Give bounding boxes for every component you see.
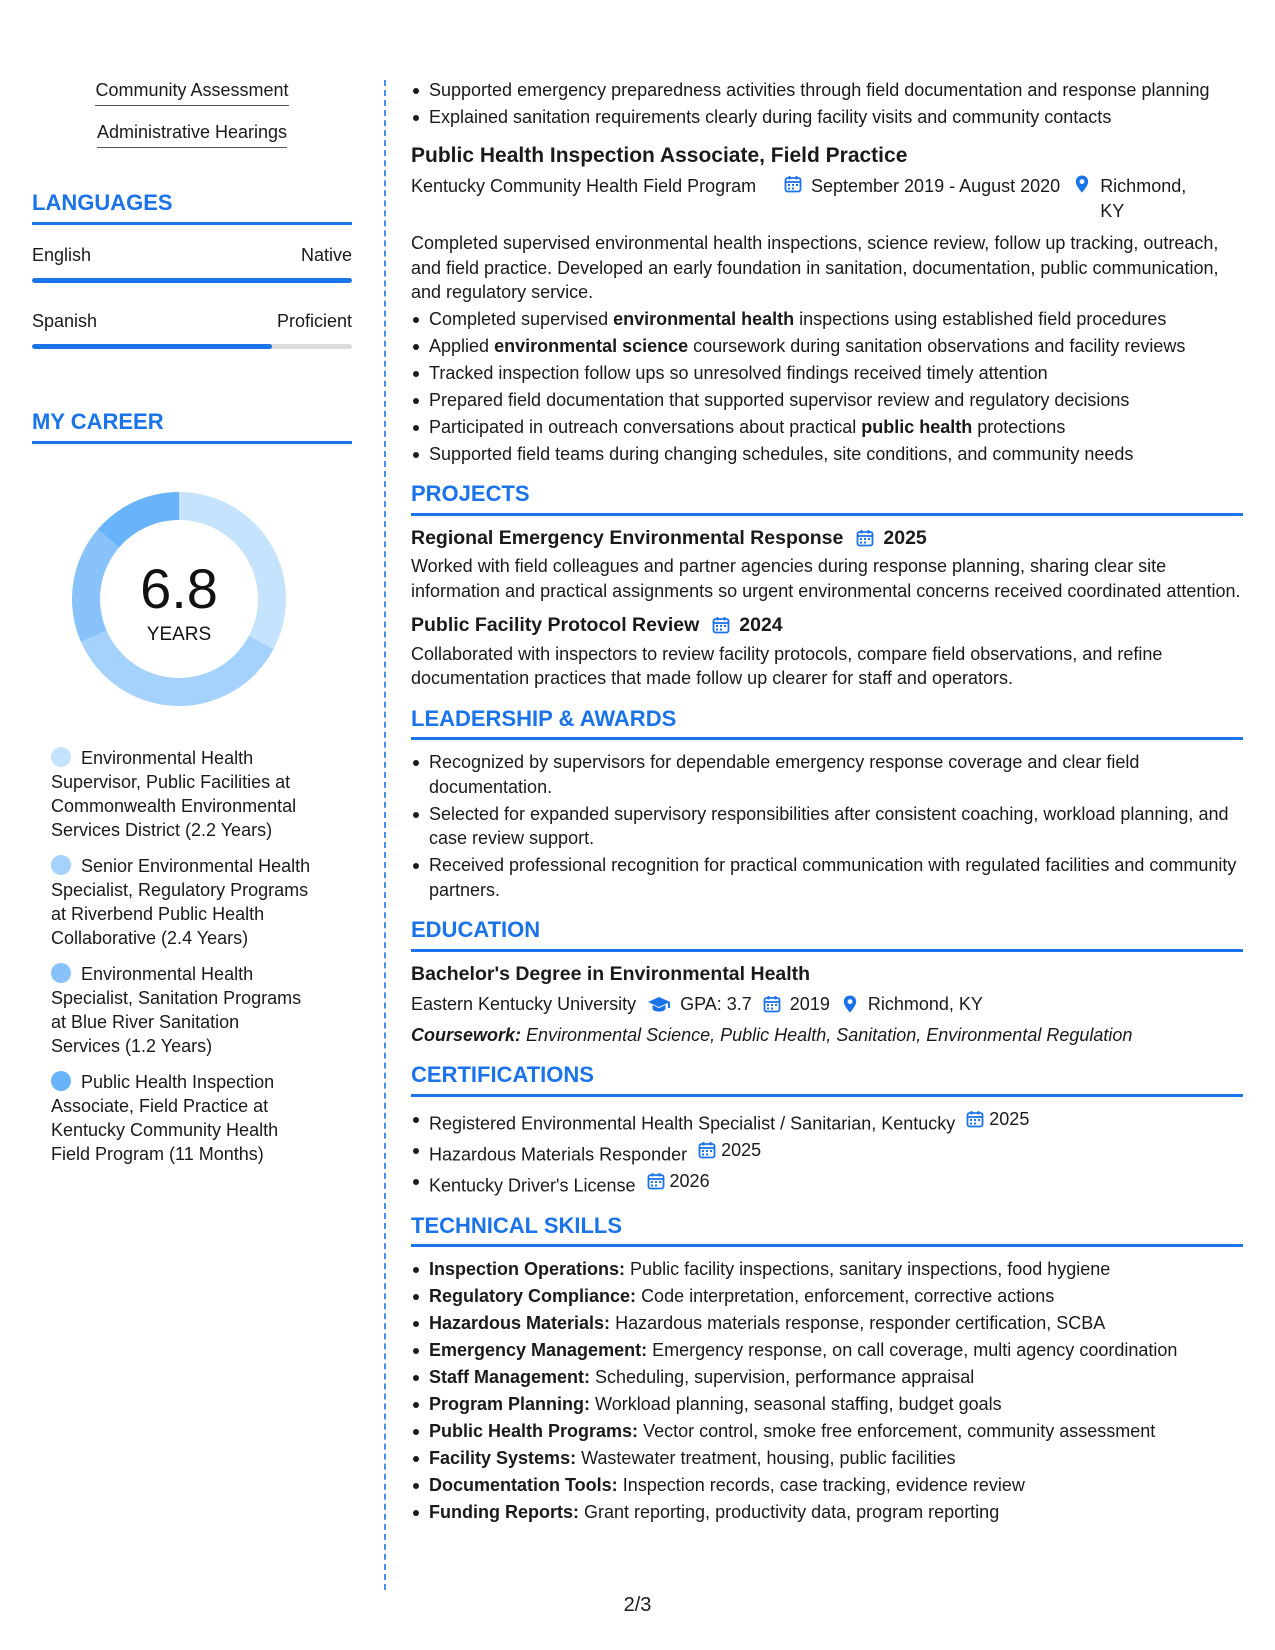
- list-item: Regulatory Compliance: Code interpretation, enforcement, corrective actions: [411, 1284, 1243, 1309]
- list-item: Facility Systems: Wastewater treatment, housing, public facilities: [411, 1446, 1243, 1471]
- calendar-icon: [646, 1171, 666, 1191]
- list-item: Program Planning: Workload planning, seasonal staffing, budget goals: [411, 1392, 1243, 1417]
- language-bar: [32, 344, 352, 349]
- list-item: Documentation Tools: Inspection records, case tracking, evidence review: [411, 1473, 1243, 1498]
- list-item: Recognized by supervisors for dependable emergency response coverage and clear field documentation.: [411, 750, 1243, 799]
- career-legend: [32, 746, 312, 1166]
- previous-job-bullets: [411, 78, 1243, 130]
- legend-dot: [51, 747, 71, 767]
- leadership-list: [411, 750, 1243, 902]
- career-heading: MY CAREER: [32, 409, 352, 444]
- list-item: [411, 1138, 1243, 1167]
- language-level: Native: [300, 245, 352, 265]
- career-legend-label: Public Health Inspection Associate, Field Practice at Kentucky Community Health Field Program (11 Months): [51, 1072, 279, 1164]
- graduation-year: 2019: [789, 994, 830, 1014]
- education-location: Richmond, KY: [867, 994, 983, 1014]
- skill-tag: Community Assessment: [95, 80, 288, 106]
- list-item: Inspection Operations: Public facility inspections, sanitary inspections, food hygiene: [411, 1257, 1243, 1282]
- right-column: [411, 78, 1243, 1527]
- legend-dot: [51, 963, 71, 983]
- certifications-list: [411, 1107, 1243, 1198]
- list-item: Participated in outreach conversations about practical public health protections: [411, 415, 1243, 440]
- list-item: Tracked inspection follow ups so unresolved findings received timely attention: [411, 361, 1243, 386]
- project-year: 2025: [883, 526, 927, 549]
- language-level: Proficient: [276, 311, 352, 331]
- list-item: Received professional recognition for practical communication with regulated facilities and community partners.: [411, 853, 1243, 902]
- languages-list: [32, 245, 352, 349]
- gpa: GPA: 3.7: [680, 994, 752, 1014]
- column-divider: [384, 80, 386, 1590]
- career-legend-label: Senior Environmental Health Specialist, Regulatory Programs at Riverbend Public Health Collaborative (2.4 Years): [51, 856, 311, 948]
- job-location: [1072, 174, 1210, 223]
- project-title: Public Facility Protocol Review: [411, 614, 700, 636]
- career-legend-item: [51, 854, 312, 950]
- coursework: [411, 1023, 1243, 1048]
- project-description: Collaborated with inspectors to review facility protocols, compare field observations, and refine documentation practices that made follow up clearer for staff and operators.: [411, 643, 1163, 688]
- technical-skills-heading: TECHNICAL SKILLS: [411, 1214, 1243, 1248]
- career-legend-item: [51, 1070, 312, 1166]
- calendar-icon: [762, 994, 782, 1014]
- legend-dot: [51, 855, 71, 875]
- list-item: Funding Reports: Grant reporting, productivity data, program reporting: [411, 1500, 1243, 1525]
- cert-name: Kentucky Driver's License: [429, 1175, 636, 1196]
- cert-name: Registered Environmental Health Specialist / Sanitarian, Kentucky: [429, 1112, 956, 1133]
- project-item: [411, 526, 1243, 604]
- location-pin-icon: [840, 994, 860, 1014]
- projects-heading: PROJECTS: [411, 482, 1243, 516]
- language-bar: [32, 278, 352, 283]
- language-name: Spanish: [32, 311, 98, 331]
- coursework-label: Coursework:: [411, 1024, 522, 1045]
- list-item: Public Health Programs: Vector control, smoke free enforcement, community assessment: [411, 1419, 1243, 1444]
- language-name: English: [32, 245, 92, 265]
- project-year: 2024: [739, 614, 783, 636]
- calendar-icon: [711, 615, 731, 635]
- job-company: Kentucky Community Health Field Program: [411, 176, 757, 196]
- list-item: Completed supervised environmental health inspections using established field procedures: [411, 307, 1243, 332]
- job-location-text: Richmond, KY: [1100, 176, 1187, 221]
- list-item: Staff Management: Scheduling, supervision, performance appraisal: [411, 1365, 1243, 1390]
- career-total: 6.8: [140, 557, 218, 620]
- cert-year: 2025: [721, 1139, 762, 1160]
- cert-year: 2025: [989, 1108, 1030, 1129]
- certifications-heading: CERTIFICATIONS: [411, 1063, 1243, 1097]
- degree-title: Bachelor's Degree in Environmental Health: [411, 962, 811, 985]
- career-legend-label: Environmental Health Specialist, Sanitation Programs at Blue River Sanitation Services (1.2 Years): [51, 964, 302, 1056]
- language-bar-fill: [32, 278, 352, 283]
- list-item: Explained sanitation requirements clearly during facility visits and community contacts: [411, 105, 1243, 130]
- career-unit: YEARS: [146, 624, 212, 645]
- language-item: [32, 311, 352, 349]
- list-item: Prepared field documentation that supported supervisor review and regulatory decisions: [411, 388, 1243, 413]
- language-item: [32, 245, 352, 283]
- location-pin-icon: [1072, 174, 1092, 194]
- list-item: Emergency Management: Emergency response, on call coverage, multi agency coordination: [411, 1338, 1243, 1363]
- donut-slice-4: [98, 492, 179, 547]
- skill-tag: Administrative Hearings: [97, 122, 287, 148]
- career-legend-item: [51, 962, 312, 1058]
- job-summary: Completed supervised environmental health inspections, science review, follow up tracking, outreach, and field practice. Developed an early foundation in sanitation, documentation, public communication, and regulatory service.: [411, 233, 1219, 302]
- career-legend-label: Environmental Health Supervisor, Public Facilities at Commonwealth Environmental Services District (2.2 Years): [51, 748, 297, 840]
- career-legend-item: [51, 746, 312, 842]
- list-item: Supported field teams during changing schedules, site conditions, and community needs: [411, 442, 1243, 467]
- calendar-icon: [697, 1140, 717, 1160]
- list-item: Supported emergency preparedness activities through field documentation and response planning: [411, 78, 1243, 103]
- calendar-icon: [855, 528, 875, 548]
- list-item: Selected for expanded supervisory responsibilities after consistent coaching, workload planning, and case review support.: [411, 802, 1243, 851]
- language-bar-fill: [32, 344, 272, 349]
- list-item: [411, 1169, 1243, 1198]
- cert-name: Hazardous Materials Responder: [429, 1144, 688, 1164]
- graduation-cap-icon: [646, 994, 672, 1014]
- project-item: [411, 613, 1243, 691]
- list-item: [411, 1107, 1243, 1136]
- cert-year: 2026: [669, 1171, 710, 1191]
- education-meta: [411, 992, 1243, 1017]
- job-meta: [411, 174, 1243, 223]
- job-date: [783, 174, 1060, 223]
- project-description: Worked with field colleagues and partner agencies during response planning, sharing clear site information and practical assignments so urgent environmental concerns received coordinated attention.: [411, 556, 1241, 601]
- languages-heading: LANGUAGES: [32, 190, 352, 225]
- list-item: Hazardous Materials: Hazardous materials response, responder certification, SCBA: [411, 1311, 1243, 1336]
- job-date-text: September 2019 - August 2020: [811, 176, 1061, 196]
- technical-skills-list: [411, 1257, 1243, 1525]
- leadership-heading: LEADERSHIP & AWARDS: [411, 707, 1243, 741]
- job-title: Public Health Inspection Associate, Field Practice: [411, 143, 908, 167]
- coursework-text: Environmental Science, Public Health, Sanitation, Environmental Regulation: [526, 1024, 1133, 1045]
- school-name: Eastern Kentucky University: [411, 994, 637, 1014]
- career-donut-chart: [64, 484, 294, 714]
- left-column: [32, 80, 352, 1178]
- page-number: 2/3: [623, 1594, 652, 1616]
- education-heading: EDUCATION: [411, 918, 1243, 952]
- legend-dot: [51, 1071, 71, 1091]
- job-bullets: [411, 307, 1243, 467]
- calendar-icon: [965, 1109, 985, 1129]
- project-title: Regional Emergency Environmental Response: [411, 526, 844, 549]
- list-item: Applied environmental science coursework during sanitation observations and facility reviews: [411, 334, 1243, 359]
- calendar-icon: [783, 174, 803, 194]
